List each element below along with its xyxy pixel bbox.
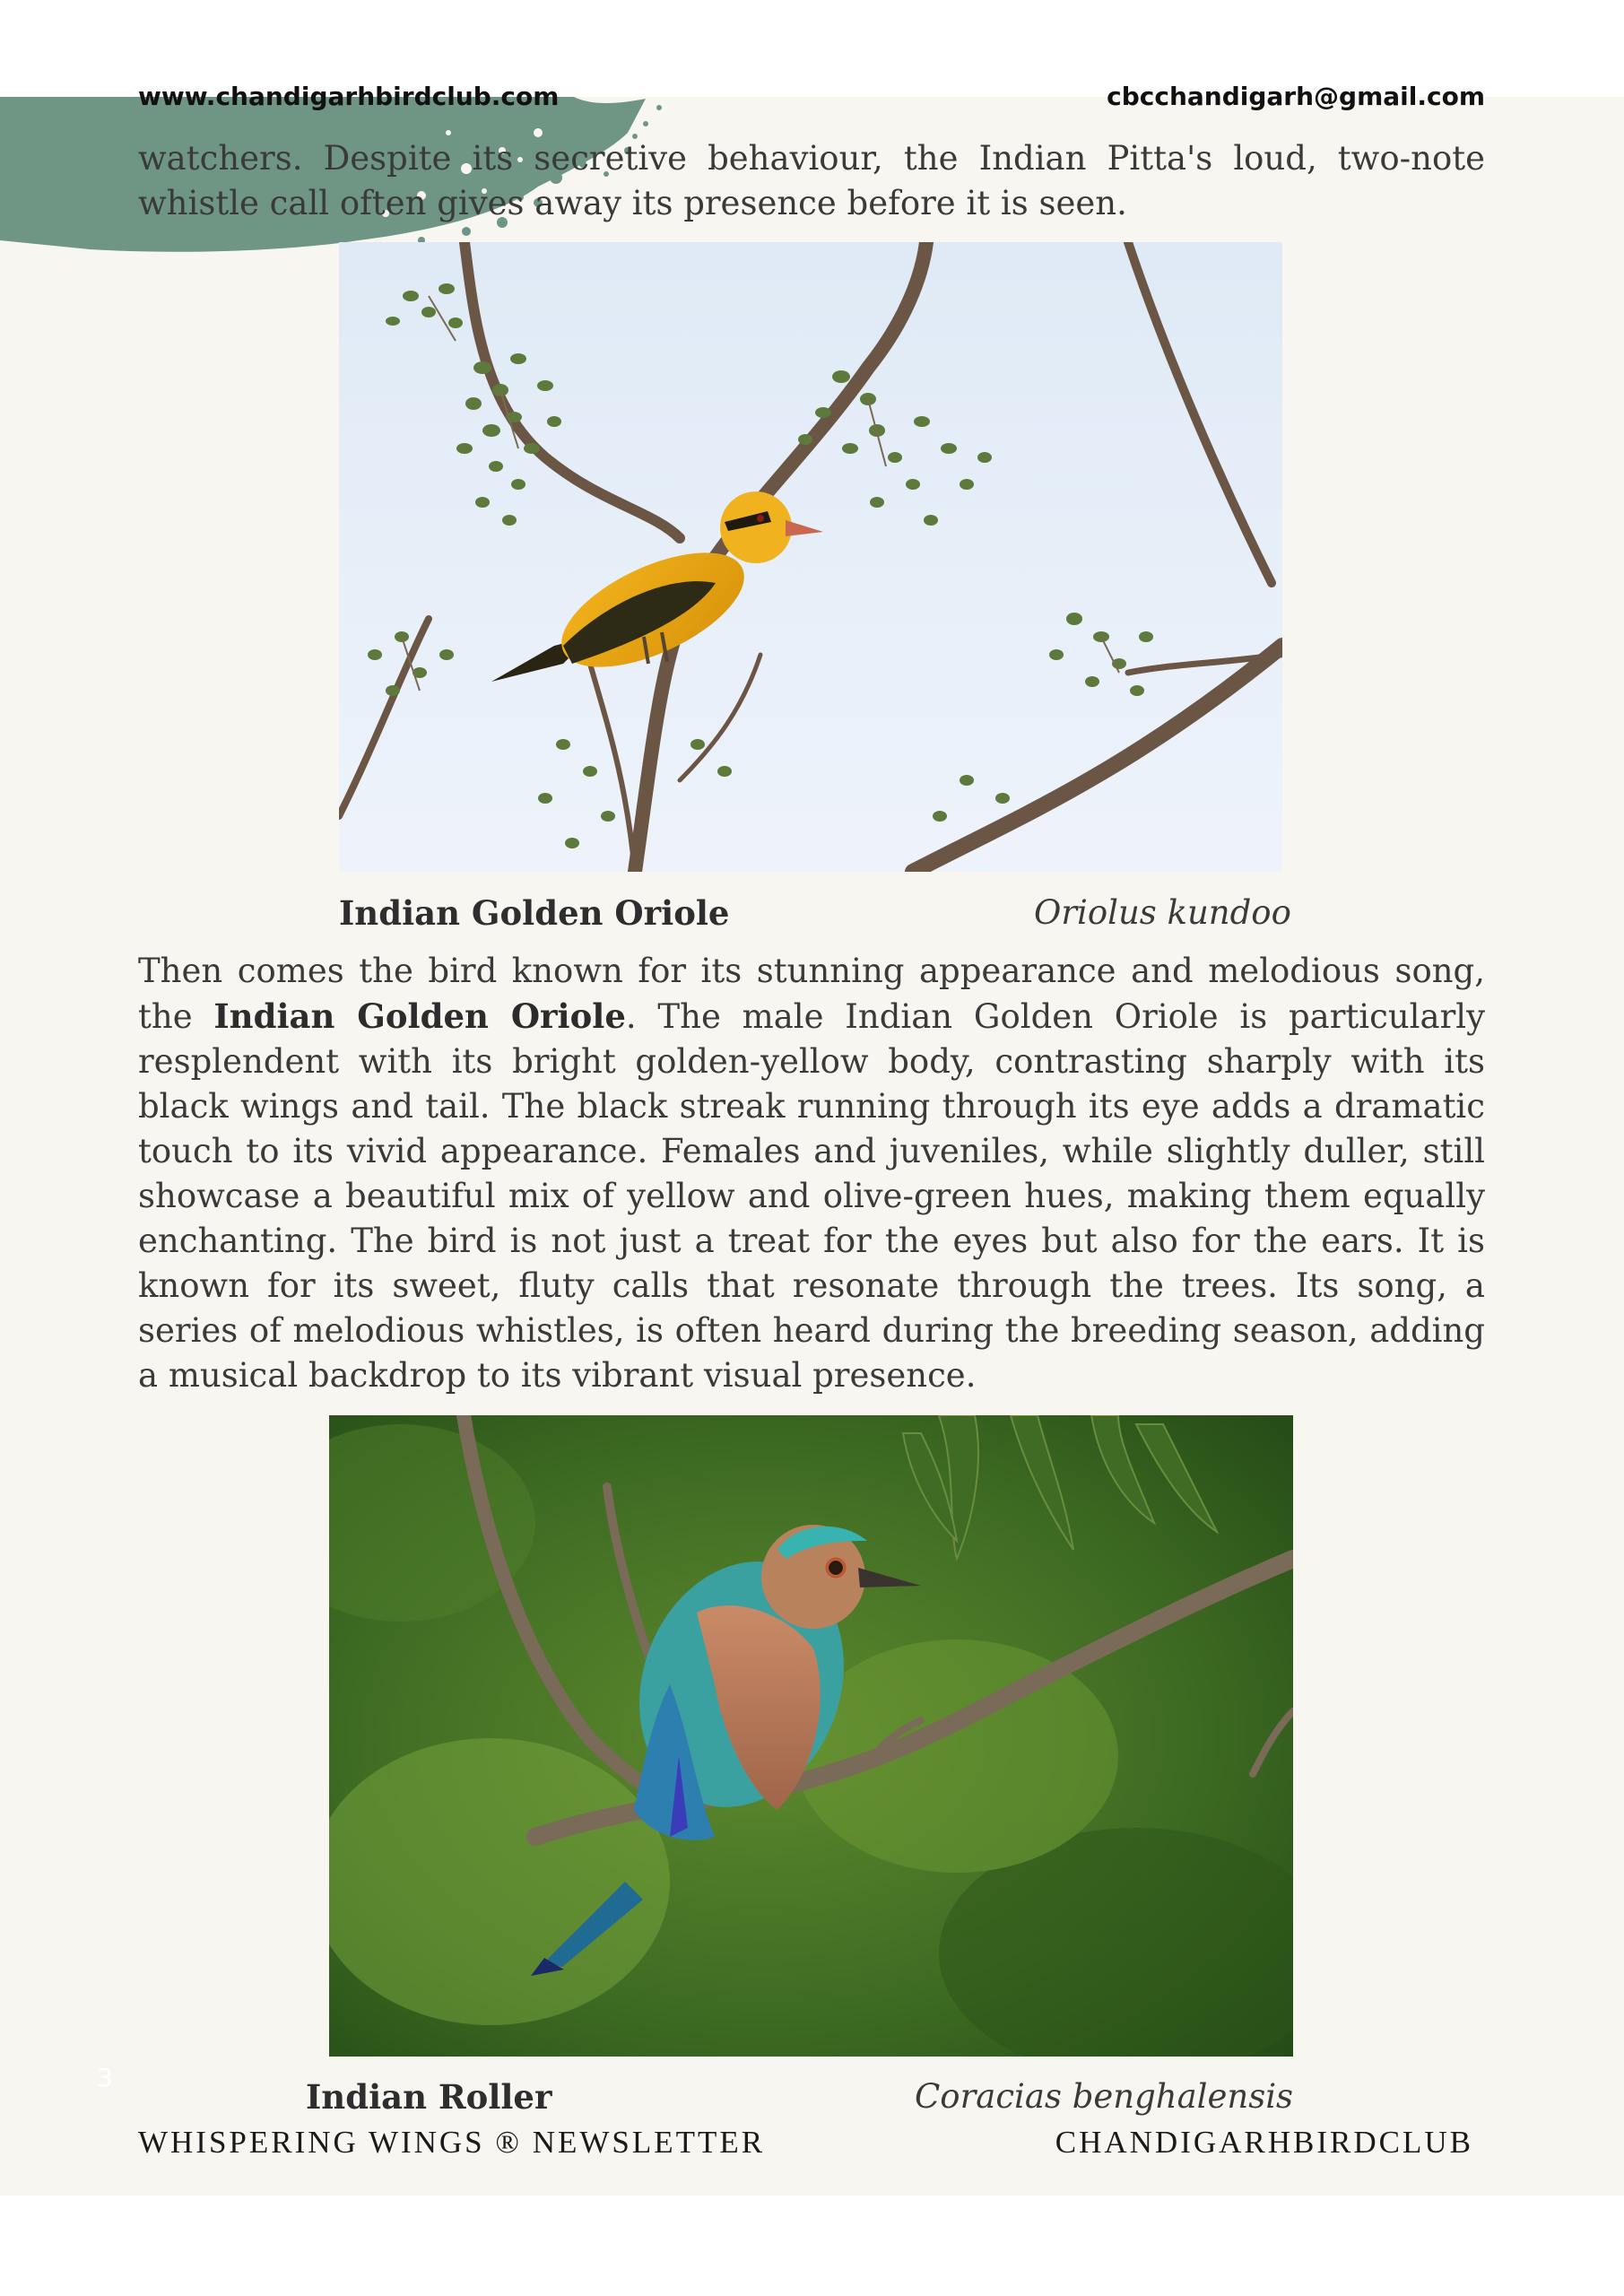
caption-oriole-scientific-name: Oriolus kundoo — [1034, 893, 1291, 932]
page-number: 3 — [97, 2063, 113, 2092]
paragraph-oriole — [138, 949, 1485, 1398]
roller-illustration — [329, 1415, 1293, 2057]
email-link[interactable]: cbcchandigarh@gmail.com — [1107, 82, 1485, 111]
footer-club-name: CHANDIGARHBIRDCLUB — [1055, 2125, 1473, 2160]
website-link[interactable]: www.chandigarhbirdclub.com — [138, 82, 560, 111]
paragraph-oriole-body: . The male Indian Golden Oriole is particularly resplendent with its bright golden-yellow body, contrasting sharply with its black wings and tail. The black streak running through its eye adds a dramatic touch to its vivid appearance. Females and juveniles, while slightly duller, still showcase a beautiful mix of yellow and olive-green hues, making them equally enchanting. The bird is not just a treat for the eyes but also for the ears. It is known for its sweet, fluty calls that resonate through the trees. Its song, a series of melodious whistles, is often heard during the breeding season, adding a musical backdrop to its vibrant visual presence. — [138, 997, 1485, 1395]
footer-newsletter-title: WHISPERING WINGS ® NEWSLETTER — [138, 2125, 766, 2160]
caption-oriole-common-name: Indian Golden Oriole — [339, 893, 730, 933]
caption-roller-common-name: Indian Roller — [306, 2077, 552, 2117]
oriole-illustration — [339, 242, 1282, 872]
photo-indian-roller — [329, 1415, 1293, 2057]
photo-indian-golden-oriole — [339, 242, 1282, 872]
paragraph-pitta: watchers. Despite its secretive behaviour, the Indian Pitta's loud, two-note whistle call often gives away its presence before it is seen. — [138, 139, 1485, 222]
paragraph-oriole-bold-name: Indian Golden Oriole — [213, 996, 626, 1036]
page-bottom-margin — [0, 2196, 1624, 2296]
caption-roller-scientific-name: Coracias benghalensis — [915, 2077, 1294, 2116]
paragraph-oriole-intro: Then comes the bird known for its stunning appearance and melodious song, the — [138, 952, 1485, 1036]
